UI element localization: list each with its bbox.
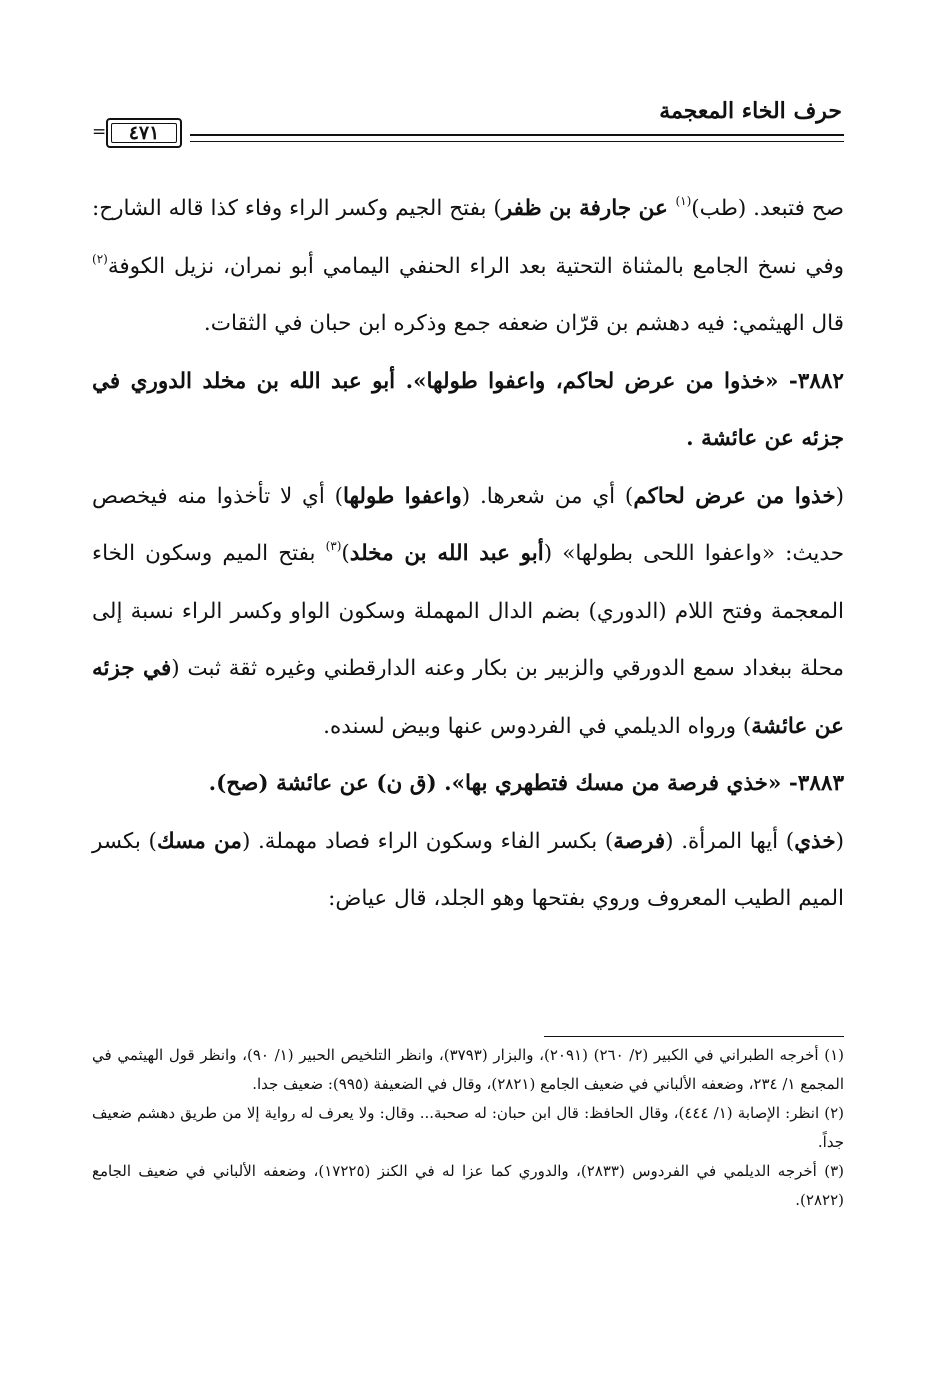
paragraph-continuation: صح فتبعد. (طب)$^{(١)}$ عن جارفة بن ظفر) بفتح الجيم وكسر الراء وفاء كذا قاله الشارح: وفي نسخ الجامع بالمثناة التحتية بعد الراء الحنفي اليمامي أبو نمران، نزيل الكوفة$^{(٢)}$ قال الهيثمي: فيه دهشم بن قرّان ضعفه جمع وذكره ابن حبان في الثقات. (92, 194, 844, 336)
hadith-text: «خذوا من عرض لحاكم، واعفوا طولها». أبو عبد الله بن مخلد الدوري في جزئه عن عائشة . (92, 368, 844, 451)
footnote-1: (١) أخرجه الطبراني في الكبير (٢/ ٢٦٠) (٢٠٩١)، والبزار (٣٧٩٣)، وانظر التلخيص الحبير (١/ ٩٠)، وانظر قول الهيثمي في المجمع ١/ ٢٣٤، وضعفه الألباني في ضعيف الجامع (٢٨٢١)، وقال في الضعيفة (٩٩٥): ضعيف جدا. (92, 1046, 845, 1093)
hadith-number: ٣٨٨٢- (778, 368, 844, 394)
footnotes (92, 1036, 844, 1215)
page-number: ٤٧١ (128, 122, 160, 144)
page-header (92, 88, 844, 154)
main-text (92, 180, 844, 928)
footnote-separator (544, 1036, 844, 1037)
footnote-3: (٣) أخرجه الديلمي في الفردوس (٢٨٣٣)، والدوري كما عزا له في الكنز (١٧٢٢٥)، وضعفه الألباني في ضعيف الجامع (٢٨٢٢). (92, 1162, 844, 1209)
commentary-3883: (خذي) أيها المرأة. (فرصة) بكسر الفاء وسكون الراء فصاد مهملة. (من مسك) بكسر الميم الطيب المعروف وروي بفتحها وهو الجلد، قال عياض: (92, 828, 844, 911)
footnote-ref-3: (٣) (325, 539, 342, 553)
book-page (92, 88, 844, 1328)
hadith-number: ٣٨٨٣- (781, 771, 844, 796)
hadith-text: «خذي فرصة من مسك فتطهري بها». (ق ن) عن عائشة (صح). (208, 771, 782, 796)
footnote-ref-1: (١) (675, 194, 692, 208)
page-number-box (106, 118, 182, 148)
hadith-3882 (92, 353, 844, 468)
footnote-ref-2: (٢) (92, 251, 108, 266)
header-mark: = (92, 122, 107, 142)
header-rule (190, 134, 844, 142)
footnote-2: (٢) انظر: الإصابة (١/ ٤٤٤)، وقال الحافظ: قال ابن حبان: له صحبة... وقال: ولا يعرف له رواية إلا من طريق دهشم ضعيف جداً. (92, 1104, 845, 1151)
chapter-title: حرف الخاء المعجمة (659, 98, 842, 124)
hadith-3883 (92, 755, 844, 813)
commentary-3882: (خذوا من عرض لحاكم) أي من شعرها. (واعفوا طولها) أي لا تأخذوا منه فيخصص حديث: «واعفوا اللحى بطولها» (أبو عبد الله بن مخلد)$^{(٣)}$ بفتح الميم وسكون الخاء المعجمة وفتح اللام (الدوري) بضم الدال المهملة وسكون الواو وكسر الراء نسبة إلى محلة ببغداد سمع الدورقي والزبير بن بكار وعنه الدارقطني وغيره ثقة ثبت (في جزئه عن عائشة) ورواه الديلمي في الفردوس عنها وبيض لسنده. (92, 483, 845, 739)
